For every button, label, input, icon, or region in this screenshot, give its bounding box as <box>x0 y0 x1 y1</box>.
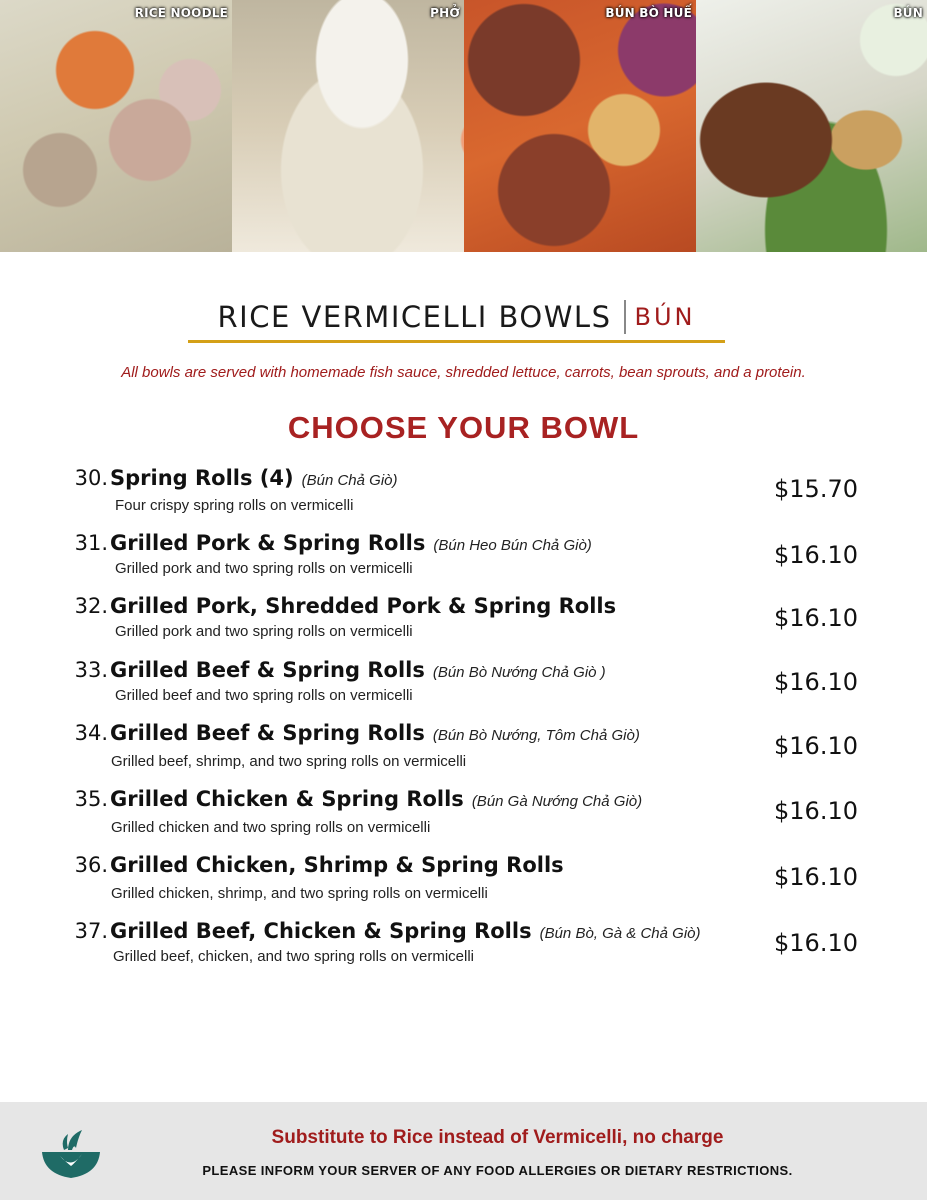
currency-symbol: $ <box>774 541 790 569</box>
item-number: 31. <box>74 531 108 555</box>
item-price <box>774 732 858 760</box>
item-name: Spring Rolls (4) <box>110 466 294 490</box>
price-value: 15.70 <box>789 475 858 503</box>
item-name: Grilled Chicken, Shrimp & Spring Rolls <box>110 853 564 877</box>
menu-item <box>60 721 860 781</box>
item-price <box>774 668 858 696</box>
price-value: 16.10 <box>789 797 858 825</box>
photo-label: BÚN BÒ HUẾ <box>605 6 692 20</box>
currency-symbol: $ <box>774 863 790 891</box>
item-number: 30. <box>74 466 108 490</box>
item-number: 35. <box>74 787 108 811</box>
item-name-line <box>110 466 398 490</box>
menu-item <box>60 853 860 913</box>
photo-label: RICE NOODLE <box>134 6 228 20</box>
currency-symbol: $ <box>774 929 790 957</box>
currency-symbol: $ <box>774 475 790 503</box>
price-value: 16.10 <box>789 541 858 569</box>
item-price <box>774 541 858 569</box>
item-price <box>774 475 858 503</box>
currency-symbol: $ <box>774 732 790 760</box>
menu-item <box>60 919 860 979</box>
heading-subtitle: BÚN <box>634 302 696 331</box>
photo-strip <box>0 0 927 252</box>
photo-pho <box>232 0 464 252</box>
item-name: Grilled Beef & Spring Rolls <box>110 721 425 745</box>
price-value: 16.10 <box>789 732 858 760</box>
item-name-line <box>110 853 572 877</box>
item-vietnamese-name: (Bún Bò Nướng Chả Giò ) <box>432 664 606 681</box>
item-number: 37. <box>74 919 108 943</box>
item-name: Grilled Beef, Chicken & Spring Rolls <box>110 919 532 943</box>
item-name-line <box>110 531 592 555</box>
item-name-line <box>110 658 606 682</box>
item-number: 32. <box>74 594 108 618</box>
substitute-note: Substitute to Rice instead of Vermicelli, no charge <box>271 1127 724 1148</box>
item-description: Four crispy spring rolls on vermicelli <box>115 497 354 514</box>
price-value: 16.10 <box>789 668 858 696</box>
bowl-leaf-logo-icon <box>38 1126 104 1180</box>
item-name: Grilled Pork, Shredded Pork & Spring Rolls <box>110 594 617 618</box>
photo-rice-noodle <box>0 0 232 252</box>
item-name-line <box>110 594 624 618</box>
item-description: Grilled chicken, shrimp, and two spring rolls on vermicelli <box>111 885 488 902</box>
menu-item <box>60 531 860 591</box>
menu-item <box>60 594 860 654</box>
item-description: Grilled chicken and two spring rolls on vermicelli <box>111 819 431 836</box>
item-number: 36. <box>74 853 108 877</box>
item-vietnamese-name: (Bún Gà Nướng Chả Giò) <box>471 793 643 810</box>
item-description: Grilled beef, chicken, and two spring rolls on vermicelli <box>113 948 474 965</box>
choose-title: CHOOSE YOUR BOWL <box>287 410 640 445</box>
heading-title: RICE VERMICELLI BOWLS <box>217 299 612 334</box>
item-number: 34. <box>74 721 108 745</box>
heading-divider <box>624 300 626 334</box>
item-name-line <box>110 721 640 745</box>
photo-label: PHỞ <box>430 6 460 20</box>
menu-item <box>60 787 860 847</box>
item-name-line <box>110 787 642 811</box>
item-price <box>774 797 858 825</box>
item-vietnamese-name: (Bún Heo Bún Chả Giò) <box>433 537 592 554</box>
price-value: 16.10 <box>789 604 858 632</box>
item-price <box>774 929 858 957</box>
item-description: Grilled pork and two spring rolls on vermicelli <box>115 623 413 640</box>
item-number: 33. <box>74 658 108 682</box>
item-price <box>774 863 858 891</box>
intro-note: All bowls are served with homemade fish sauce, shredded lettuce, carrots, bean sprouts, and a protein. <box>121 364 806 381</box>
footer-bar <box>0 1102 927 1200</box>
item-description: Grilled pork and two spring rolls on vermicelli <box>115 560 413 577</box>
item-vietnamese-name: (Bún Bò Nướng, Tôm Chả Giò) <box>432 727 640 744</box>
item-name: Grilled Pork & Spring Rolls <box>110 531 426 555</box>
menu-item <box>60 466 860 526</box>
photo-bun-bo-hue <box>464 0 696 252</box>
photo-bun <box>696 0 927 252</box>
section-heading <box>188 293 725 343</box>
menu-item <box>60 658 860 718</box>
item-name: Grilled Chicken & Spring Rolls <box>110 787 464 811</box>
allergy-notice: PLEASE INFORM YOUR SERVER OF ANY FOOD ALLERGIES OR DIETARY RESTRICTIONS. <box>202 1163 793 1178</box>
currency-symbol: $ <box>774 668 790 696</box>
item-price <box>774 604 858 632</box>
item-vietnamese-name: (Bún Bò, Gà & Chả Giò) <box>539 925 701 942</box>
item-name-line <box>110 919 701 943</box>
price-value: 16.10 <box>789 863 858 891</box>
photo-label: BÚN <box>893 6 923 20</box>
item-description: Grilled beef and two spring rolls on vermicelli <box>115 687 413 704</box>
price-value: 16.10 <box>789 929 858 957</box>
item-description: Grilled beef, shrimp, and two spring rolls on vermicelli <box>111 753 467 770</box>
currency-symbol: $ <box>774 604 790 632</box>
item-vietnamese-name: (Bún Chả Giò) <box>301 472 398 489</box>
currency-symbol: $ <box>774 797 790 825</box>
item-name: Grilled Beef & Spring Rolls <box>110 658 425 682</box>
